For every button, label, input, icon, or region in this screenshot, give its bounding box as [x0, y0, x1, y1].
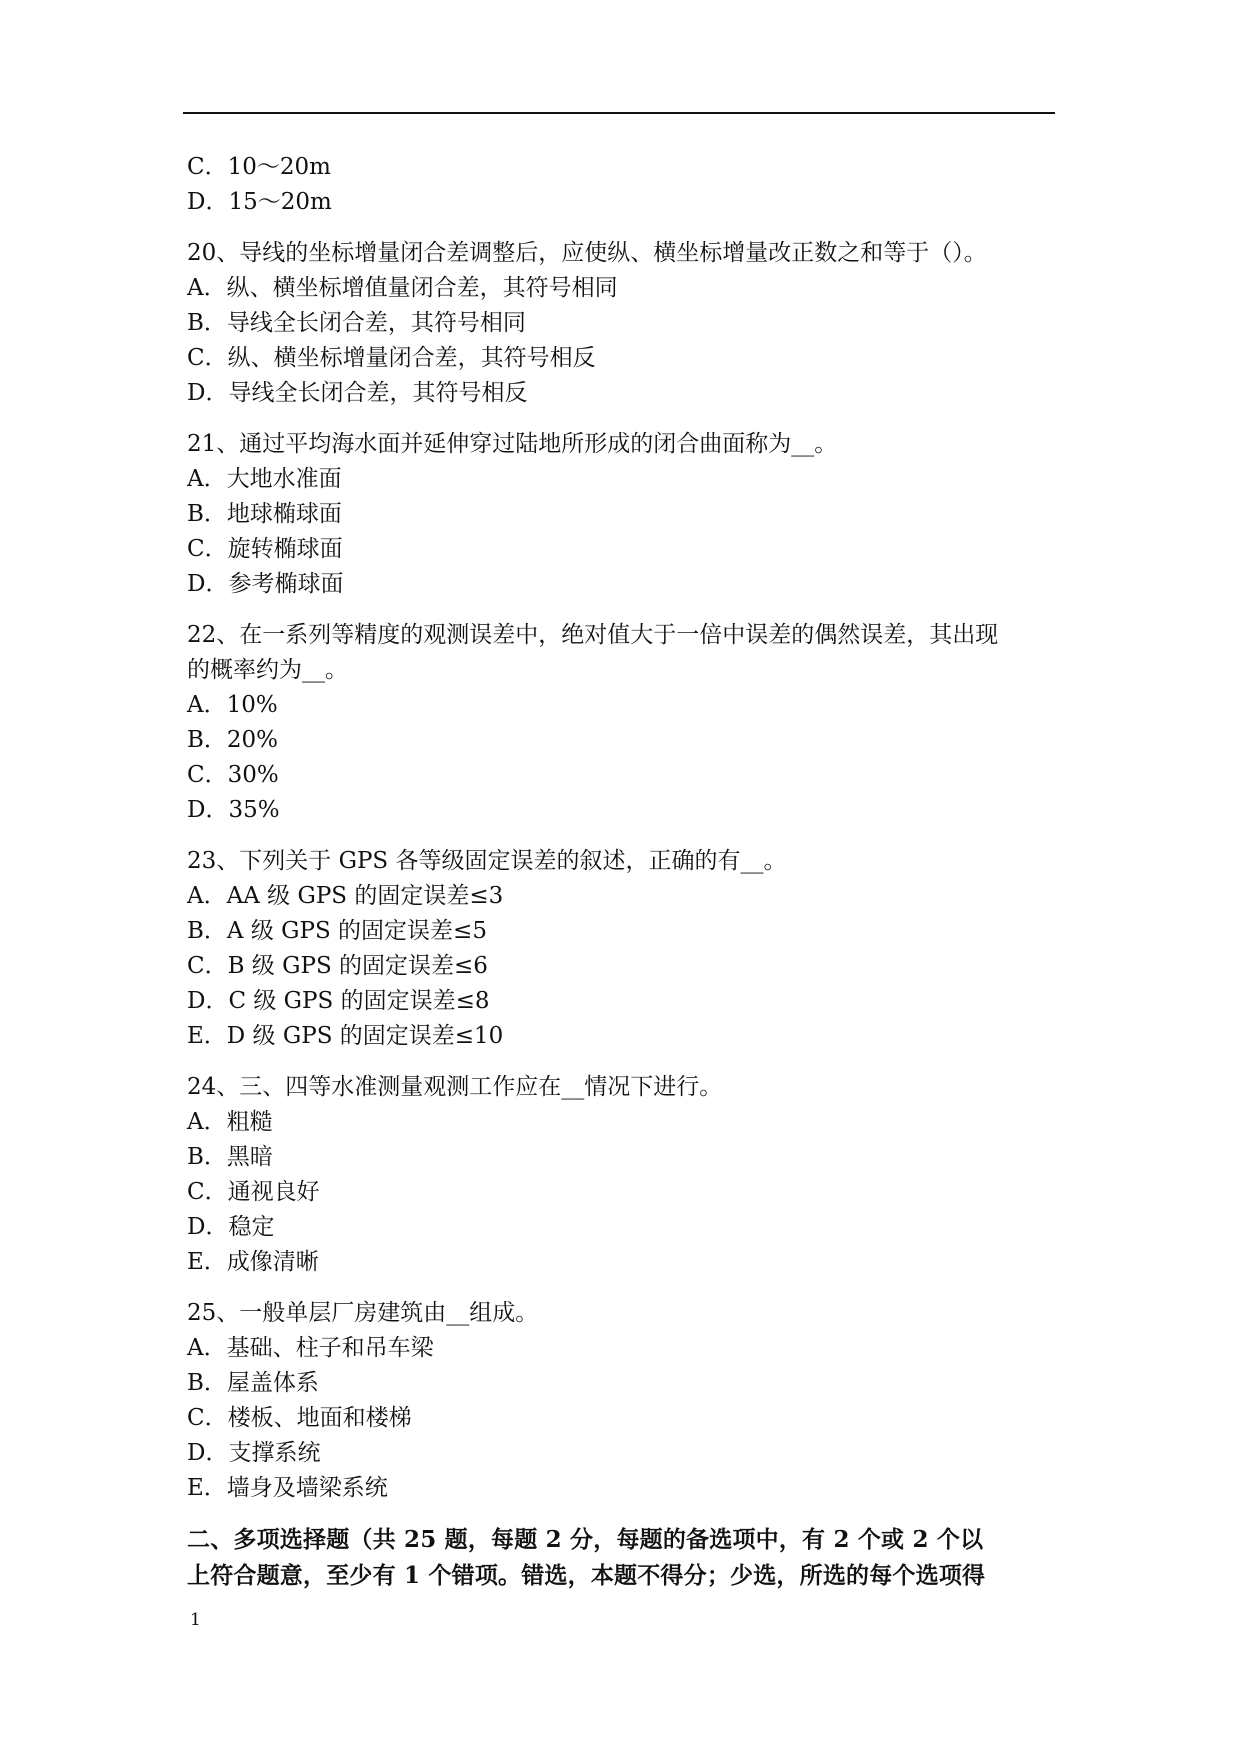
question-25 — [187, 1296, 1057, 1506]
option: B．20% — [187, 727, 279, 753]
section-heading-multiple-choice — [187, 1522, 1057, 1594]
option: A．粗糙 — [187, 1109, 273, 1135]
option: C．B 级 GPS 的固定误差≤6 — [187, 953, 488, 979]
option: A．纵、横坐标增值量闭合差，其符号相同 — [187, 275, 618, 301]
question-stem: 24、三、四等水准测量观测工作应在__情况下进行。 — [187, 1074, 723, 1100]
question-stem: 20、导线的坐标增量闭合差调整后，应使纵、横坐标增量改正数之和等于（）。 — [187, 240, 987, 266]
option: D．15～20m — [187, 189, 332, 215]
question-20 — [187, 236, 1057, 411]
option: D．35% — [187, 797, 280, 823]
option: B．导线全长闭合差，其符号相同 — [187, 310, 526, 336]
option: A．10% — [187, 692, 278, 718]
question-23 — [187, 844, 1057, 1054]
option: D．稳定 — [187, 1214, 275, 1240]
question-21 — [187, 427, 1057, 602]
carryover-options — [187, 150, 1057, 220]
question-24 — [187, 1070, 1057, 1280]
question-stem-continued: 的概率约为__。 — [187, 657, 348, 683]
option: B．黑暗 — [187, 1144, 273, 1170]
section-heading-line: 上符合题意，至少有 1 个错项。错选，本题不得分；少选，所选的每个选项得 — [187, 1562, 986, 1589]
question-stem: 22、在一系列等精度的观测误差中，绝对值大于一倍中误差的偶然误差，其出现 — [187, 622, 999, 648]
option: C．旋转椭球面 — [187, 536, 343, 562]
option: A．大地水准面 — [187, 466, 342, 492]
option: C．纵、横坐标增量闭合差，其符号相反 — [187, 345, 596, 371]
header-rule — [183, 112, 1055, 114]
option: B．A 级 GPS 的固定误差≤5 — [187, 918, 487, 944]
option: C．10～20m — [187, 154, 331, 180]
option: A．基础、柱子和吊车梁 — [187, 1335, 434, 1361]
option: C．30% — [187, 762, 279, 788]
option: D．参考椭球面 — [187, 571, 344, 597]
question-stem: 23、下列关于 GPS 各等级固定误差的叙述，正确的有__。 — [187, 848, 787, 874]
option: A．AA 级 GPS 的固定误差≤3 — [187, 883, 504, 909]
page-content — [187, 150, 1057, 1594]
section-heading-line: 二、多项选择题（共 25 题，每题 2 分，每题的备选项中，有 2 个或 2 个以 — [187, 1526, 984, 1553]
question-stem: 21、通过平均海水面并延伸穿过陆地所形成的闭合曲面称为__。 — [187, 431, 838, 457]
option: D．C 级 GPS 的固定误差≤8 — [187, 988, 490, 1014]
option: C．楼板、地面和楼梯 — [187, 1405, 412, 1431]
option: E．成像清晰 — [187, 1249, 319, 1275]
option: D．导线全长闭合差，其符号相反 — [187, 380, 528, 406]
option: B．屋盖体系 — [187, 1370, 319, 1396]
question-stem: 25、一般单层厂房建筑由__组成。 — [187, 1300, 539, 1326]
page-number: 1 — [190, 1610, 201, 1630]
option: C．通视良好 — [187, 1179, 320, 1205]
option: E．D 级 GPS 的固定误差≤10 — [187, 1023, 504, 1049]
option: B．地球椭球面 — [187, 501, 342, 527]
option: D．支撑系统 — [187, 1440, 321, 1466]
question-22 — [187, 618, 1057, 828]
option: E．墙身及墙梁系统 — [187, 1475, 388, 1501]
